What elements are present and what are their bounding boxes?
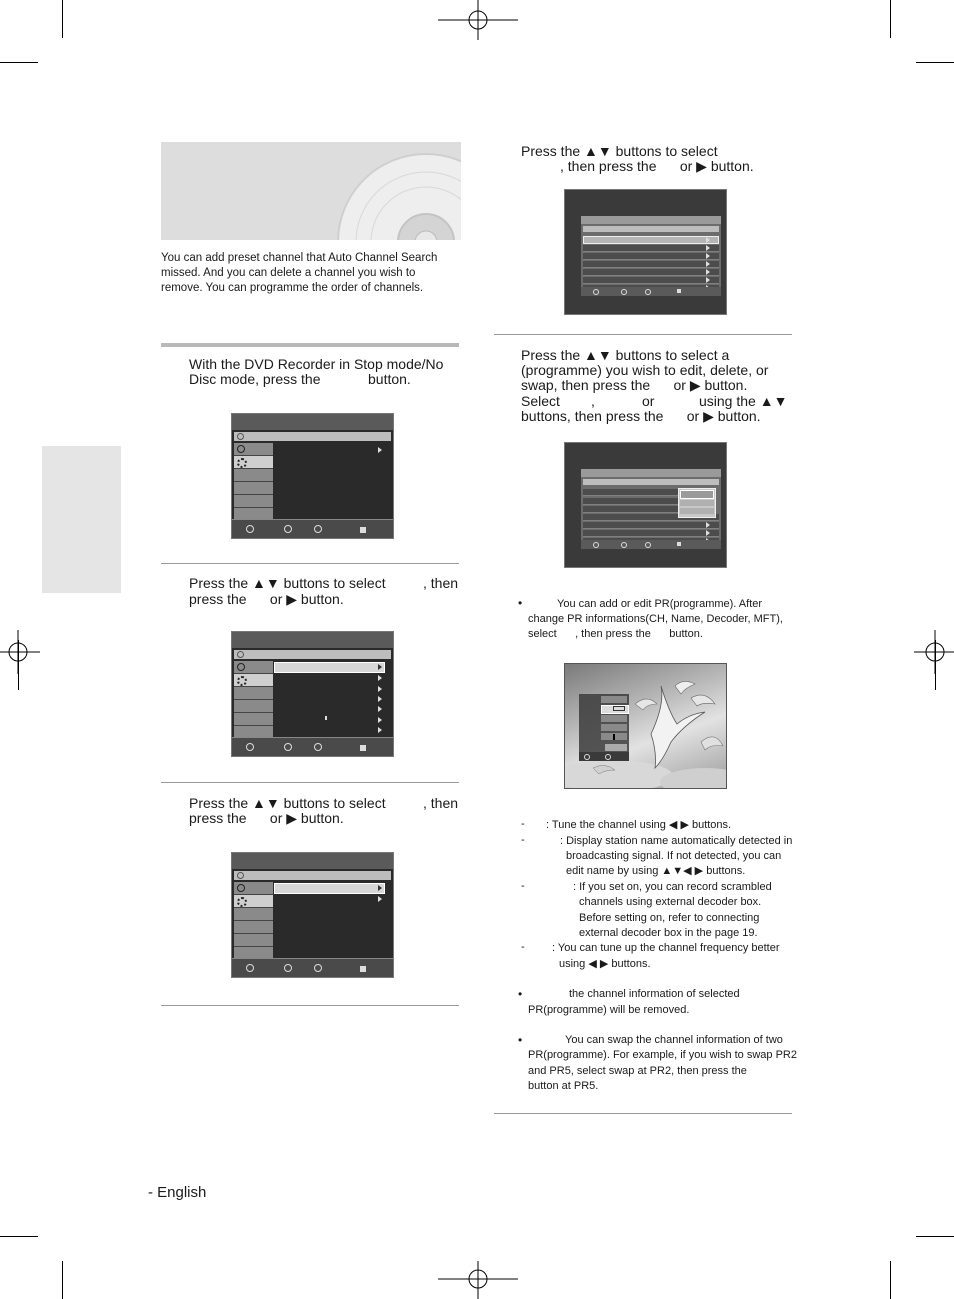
page-footer-label: - English [148,1184,207,1201]
return-icon [314,964,322,972]
edit-popup-menu [678,488,716,518]
section-header-banner [161,142,461,240]
disc-icon [237,433,244,440]
step4-text: , then press the or ▶ button. [560,158,754,174]
submenu-arrow-icon [378,727,382,733]
crop-mark [0,62,38,63]
swap-note-line: PR(programme). For example, if you wish to swap PR2 [528,1049,797,1061]
channel-list-row [583,253,719,260]
osd-screen-channel-list [564,189,727,315]
submenu-arrow-icon [706,530,710,536]
channel-edit-panel [579,694,629,758]
osd-disc-bar [234,871,391,880]
osd-tab [234,700,273,713]
submenu-arrow-icon [378,896,382,902]
crop-mark [916,1236,954,1237]
channel-list-row [583,522,719,529]
submenu-arrow-icon [378,696,382,702]
step4-text: Press the ▲▼ buttons to select [521,143,718,159]
channel-list-header [581,469,721,477]
edit-item-text: : Tune the channel using ◀ ▶ buttons. [546,819,732,831]
osd-tab-setup [234,456,273,469]
osd-tab [234,495,273,508]
osd-footer [232,519,393,538]
ok-icon [621,542,627,548]
channel-list-row [583,245,719,252]
osd-footer [581,540,721,549]
check-mark-icon [325,716,327,720]
section-divider [494,1113,792,1114]
note-bullet: • [518,987,523,1001]
edit-item-text: : Display station name automatically detected in [560,835,793,847]
edit-item-dash: - [521,818,525,830]
osd-tab-setup [234,674,273,687]
edit-field [601,715,627,722]
level-marker-icon [613,734,615,740]
osd-screen-edit-photo [564,663,727,789]
swap-note-line: You can swap the channel information of two [565,1034,783,1046]
osd-disc-bar [234,650,391,659]
submenu-arrow-icon [706,269,710,275]
submenu-arrow-icon [378,686,382,692]
channel-list-subheader [583,479,719,485]
channel-list-row [583,261,719,268]
section-divider [161,343,459,347]
channel-list-row [583,269,719,276]
channel-list-row [583,498,681,505]
osd-screen-channel-edit [564,442,727,568]
osd-title-bar [232,632,393,648]
edit-item-text: : If you set on, you can record scrambled [573,881,772,893]
submenu-arrow-icon [378,885,382,891]
ok-icon [605,754,611,760]
channel-list-panel [581,469,721,547]
return-icon [645,289,651,295]
submenu-arrow-icon [706,245,710,251]
channel-list-subheader [583,226,719,232]
submenu-arrow-icon [378,447,382,453]
edit-popup-option [680,508,714,514]
edit-popup-option-selected [680,490,714,499]
osd-screen-setup [231,631,394,757]
crop-mark [0,1236,38,1237]
disc-icon [331,147,461,240]
delete-note-line: PR(programme) will be removed. [528,1004,690,1016]
osd-selected-row [274,883,385,894]
move-icon [593,289,599,295]
step2-text: Press the ▲▼ buttons to select [189,575,386,591]
registration-mark [914,630,954,674]
channel-list-header [581,216,721,224]
slider-marker-icon [613,706,625,711]
crop-mark [890,0,891,38]
section-divider [161,563,459,564]
move-icon [584,754,590,760]
edit-item-dash: - [521,834,525,846]
step5-text: swap, then press the or ▶ button. [521,377,748,393]
registration-mark [438,1261,518,1299]
step3-text: Press the ▲▼ buttons to select [189,795,386,811]
exit-icon [677,289,681,293]
crop-mark [890,1261,891,1299]
edit-note-line: select , then press the button. [528,628,703,640]
exit-icon [360,966,366,972]
note-bullet: • [518,596,523,610]
osd-tab [234,713,273,726]
section-divider [161,1005,459,1006]
disc-icon [237,872,244,879]
channel-list-row [583,489,681,496]
submenu-arrow-icon [378,706,382,712]
delete-note-line: the channel information of selected [569,988,740,1000]
osd-title-bar [232,414,393,430]
osd-tab [234,482,273,495]
submenu-arrow-icon [378,717,382,723]
edit-item-dash: - [521,880,525,892]
move-icon [593,542,599,548]
crop-mark [62,0,63,38]
step5-text: using the ▲▼ [699,393,788,409]
crop-mark [62,1261,63,1299]
osd-tab-clock [234,882,273,895]
channel-list-panel [581,216,721,294]
side-chapter-tab [42,446,121,593]
step5-text: , [591,393,595,409]
step2-text: press the or ▶ button. [189,591,344,607]
note-bullet: • [518,1033,523,1047]
channel-list-row [583,530,719,537]
osd-footer [232,958,393,977]
osd-tab [234,934,273,947]
edit-item-dash: - [521,941,525,953]
edit-item-text: broadcasting signal. If not detected, you can [566,850,782,862]
intro-text-line: remove. You can programme the order of channels. [161,282,424,294]
osd-footer [579,752,629,761]
osd-tab [234,908,273,921]
ok-icon [284,964,292,972]
edit-popup-option [680,500,714,506]
gear-icon [237,676,247,686]
intro-text-line: missed. And you can delete a channel you wish to [161,267,416,279]
osd-title-bar [232,853,393,869]
osd-screen-channel-setup [231,852,394,978]
move-icon [246,743,254,751]
step5-text: or [642,393,655,409]
osd-tab-setup [234,895,273,908]
submenu-arrow-icon [706,253,710,259]
disc-icon [237,651,244,658]
clock-icon [237,884,245,892]
submenu-arrow-icon [706,237,710,243]
osd-tab-clock [234,443,273,456]
ok-icon [621,289,627,295]
return-icon [645,542,651,548]
exit-icon [360,745,366,751]
edit-item-text: channels using external decoder box. [579,896,762,908]
edit-field [601,724,627,731]
submenu-arrow-icon [378,675,382,681]
submenu-arrow-icon [706,261,710,267]
step5-text: buttons, then press the or ▶ button. [521,408,761,424]
step1-text: button. [368,371,411,387]
osd-screen-menu [231,413,394,539]
return-icon [314,525,322,533]
edit-item-text: using ◀ ▶ buttons. [559,958,651,970]
channel-list-row [583,506,681,513]
submenu-arrow-icon [706,277,710,283]
crop-mark [916,62,954,63]
return-icon [314,743,322,751]
ok-icon [284,743,292,751]
move-icon [246,964,254,972]
edit-item-text: Before setting on, refer to connecting [579,912,760,924]
osd-footer [232,737,393,756]
swap-note-line: and PR5, select swap at PR2, then press the [528,1065,747,1077]
clock-icon [237,445,245,453]
step1-text: With the DVD Recorder in Stop mode/No [189,356,444,372]
gear-icon [237,458,247,468]
section-divider [494,334,792,335]
ok-icon [284,525,292,533]
step1-text: Disc mode, press the [189,371,321,387]
osd-tab [234,469,273,482]
submenu-arrow-icon [378,664,382,670]
section-divider [161,782,459,783]
osd-selected-row [274,662,385,673]
swap-note-line: button at PR5. [528,1080,599,1092]
osd-disc-bar [234,432,391,441]
step5-text: Select [521,393,560,409]
edit-field [601,696,627,703]
step5-text: (programme) you wish to edit, delete, or [521,362,769,378]
submenu-arrow-icon [706,522,710,528]
channel-list-row-selected [583,236,719,244]
edit-ok-field [605,744,627,751]
clock-icon [237,663,245,671]
exit-icon [360,527,366,533]
exit-icon [677,542,681,546]
edit-item-text: : You can tune up the channel frequency better [552,942,780,954]
intro-text-line: You can add preset channel that Auto Channel Search [161,252,438,264]
gear-icon [237,897,247,907]
move-icon [246,525,254,533]
step5-text: Press the ▲▼ buttons to select a [521,347,730,363]
step2-text: , then [423,575,459,591]
edit-item-text: external decoder box in the page 19. [579,927,758,939]
osd-tab [234,921,273,934]
channel-list-row [583,277,719,284]
osd-tab-clock [234,661,273,674]
registration-mark [0,630,40,674]
step3-text: press the or ▶ button. [189,810,344,826]
edit-note-line: You can add or edit PR(programme). After [557,598,763,610]
edit-item-text: edit name by using ▲▼◀ ▶ buttons. [566,865,746,877]
registration-mark [438,0,518,40]
edit-note-line: change PR informations(CH, Name, Decoder, MFT), [528,613,783,625]
osd-tab [234,687,273,700]
osd-footer [581,287,721,296]
step3-text: , then [423,795,459,811]
